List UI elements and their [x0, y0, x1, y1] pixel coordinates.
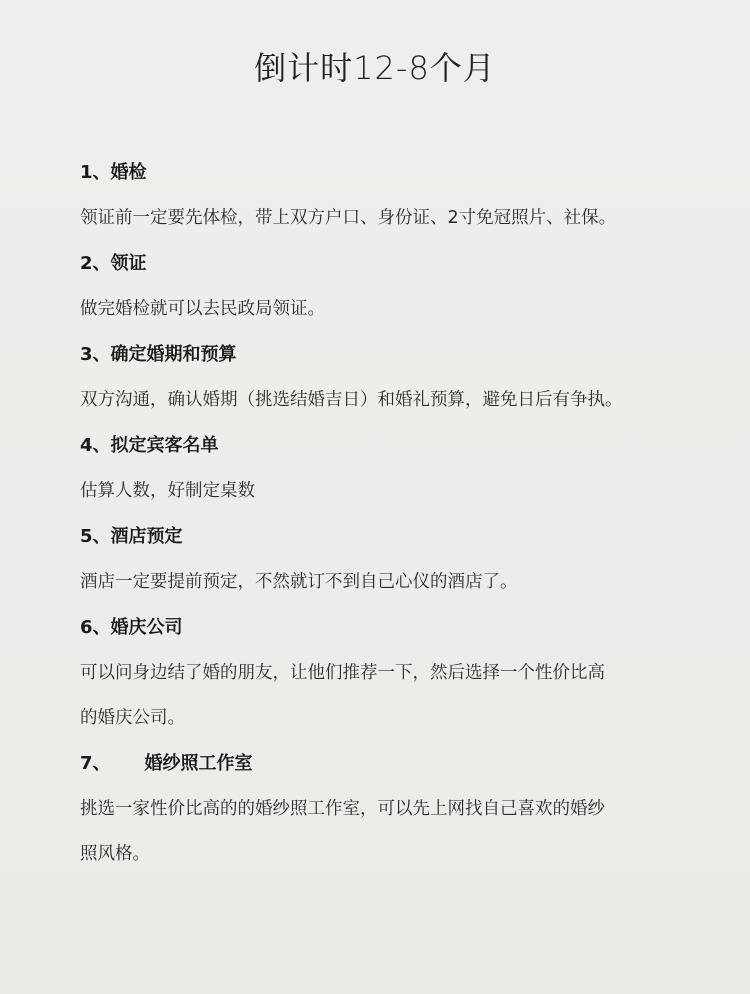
section-heading-1: 1、婚检: [80, 162, 147, 183]
section-body-6-line-1: 可以问身边结了婚的朋友，让他们推荐一下，然后选择一个性价比高: [80, 663, 605, 683]
section-body-5: 酒店一定要提前预定，不然就订不到自己心仪的酒店了。: [80, 572, 518, 592]
section-heading-7-text: 婚纱照工作室: [144, 753, 253, 774]
section-heading-3: 3、确定婚期和预算: [80, 344, 237, 365]
section-body-6-line-2: 的婚庆公司。: [80, 708, 185, 728]
section-heading-6: 6、婚庆公司: [80, 617, 183, 638]
section-body-7-line-2: 照风格。: [80, 844, 150, 864]
section-heading-5: 5、酒店预定: [80, 526, 183, 547]
section-heading-7-number: 7、: [80, 753, 111, 774]
section-heading-7: [80, 751, 253, 777]
section-body-4: 估算人数，好制定桌数: [80, 481, 255, 501]
section-body-7-line-1: 挑选一家性价比高的的婚纱照工作室，可以先上网找自己喜欢的婚纱: [80, 799, 605, 819]
page-title: 倒计时12-8个月: [254, 49, 496, 87]
section-body-1: 领证前一定要先体检，带上双方户口、身份证、2寸免冠照片、社保。: [80, 208, 617, 228]
section-heading-4: 4、拟定宾客名单: [80, 435, 219, 456]
section-body-2: 做完婚检就可以去民政局领证。: [80, 299, 325, 319]
section-body-3: 双方沟通，确认婚期（挑选结婚吉日）和婚礼预算，避免日后有争执。: [80, 390, 623, 410]
section-heading-2: 2、领证: [80, 253, 147, 274]
